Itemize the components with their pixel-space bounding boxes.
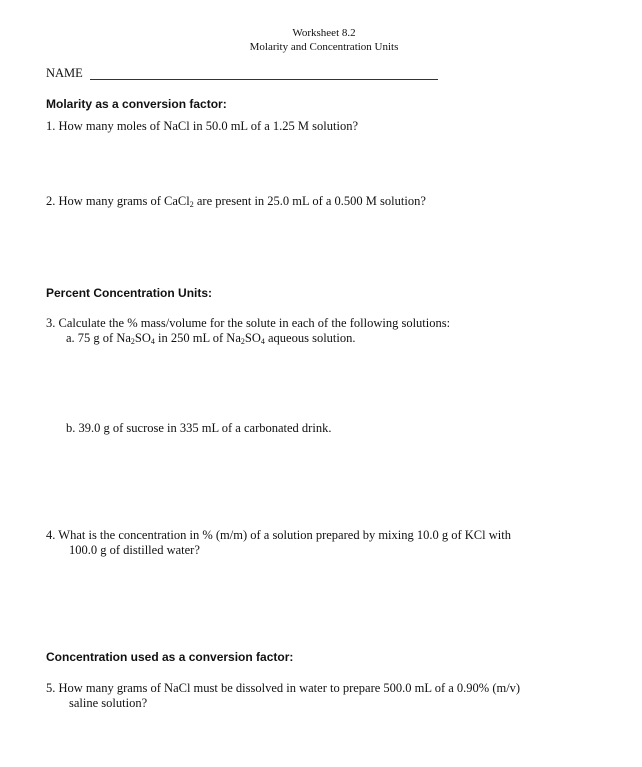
section-heading-molarity: Molarity as a conversion factor: <box>46 97 227 111</box>
question-3b: b. 39.0 g of sucrose in 335 mL of a carbonated drink. <box>66 421 332 435</box>
question-5-line2: saline solution? <box>69 696 148 710</box>
section-heading-percent: Percent Concentration Units: <box>46 286 213 300</box>
question-5-line1: 5. How many grams of NaCl must be dissolved in water to prepare 500.0 mL of a 0.90% (m/v) <box>46 681 521 695</box>
section-heading-conversion: Concentration used as a conversion factor: <box>46 650 294 664</box>
worksheet-subtitle: Molarity and Concentration Units <box>249 41 399 53</box>
question-3a: a. 75 g of $Na_2SO_4$ in 250 mL of $Na_2SO_4$ aqueous solution. <box>66 331 356 346</box>
name-label: NAME <box>46 66 83 80</box>
name-input-line[interactable] <box>90 79 438 80</box>
question-4-line1: 4. What is the concentration in % (m/m) of a solution prepared by mixing 10.0 g of KCl with <box>46 528 511 542</box>
question-1: 1. How many moles of NaCl in 50.0 mL of a 1.25 M solution? <box>46 119 359 133</box>
worksheet-title: Worksheet 8.2 <box>292 27 356 39</box>
question-2: 2. How many grams of CaCl$_2$ are present in 25.0 mL of a 0.500 M solution? <box>46 194 426 209</box>
question-4-line2: 100.0 g of distilled water? <box>69 543 200 557</box>
question-3: 3. Calculate the % mass/volume for the solute in each of the following solutions: <box>46 316 451 330</box>
